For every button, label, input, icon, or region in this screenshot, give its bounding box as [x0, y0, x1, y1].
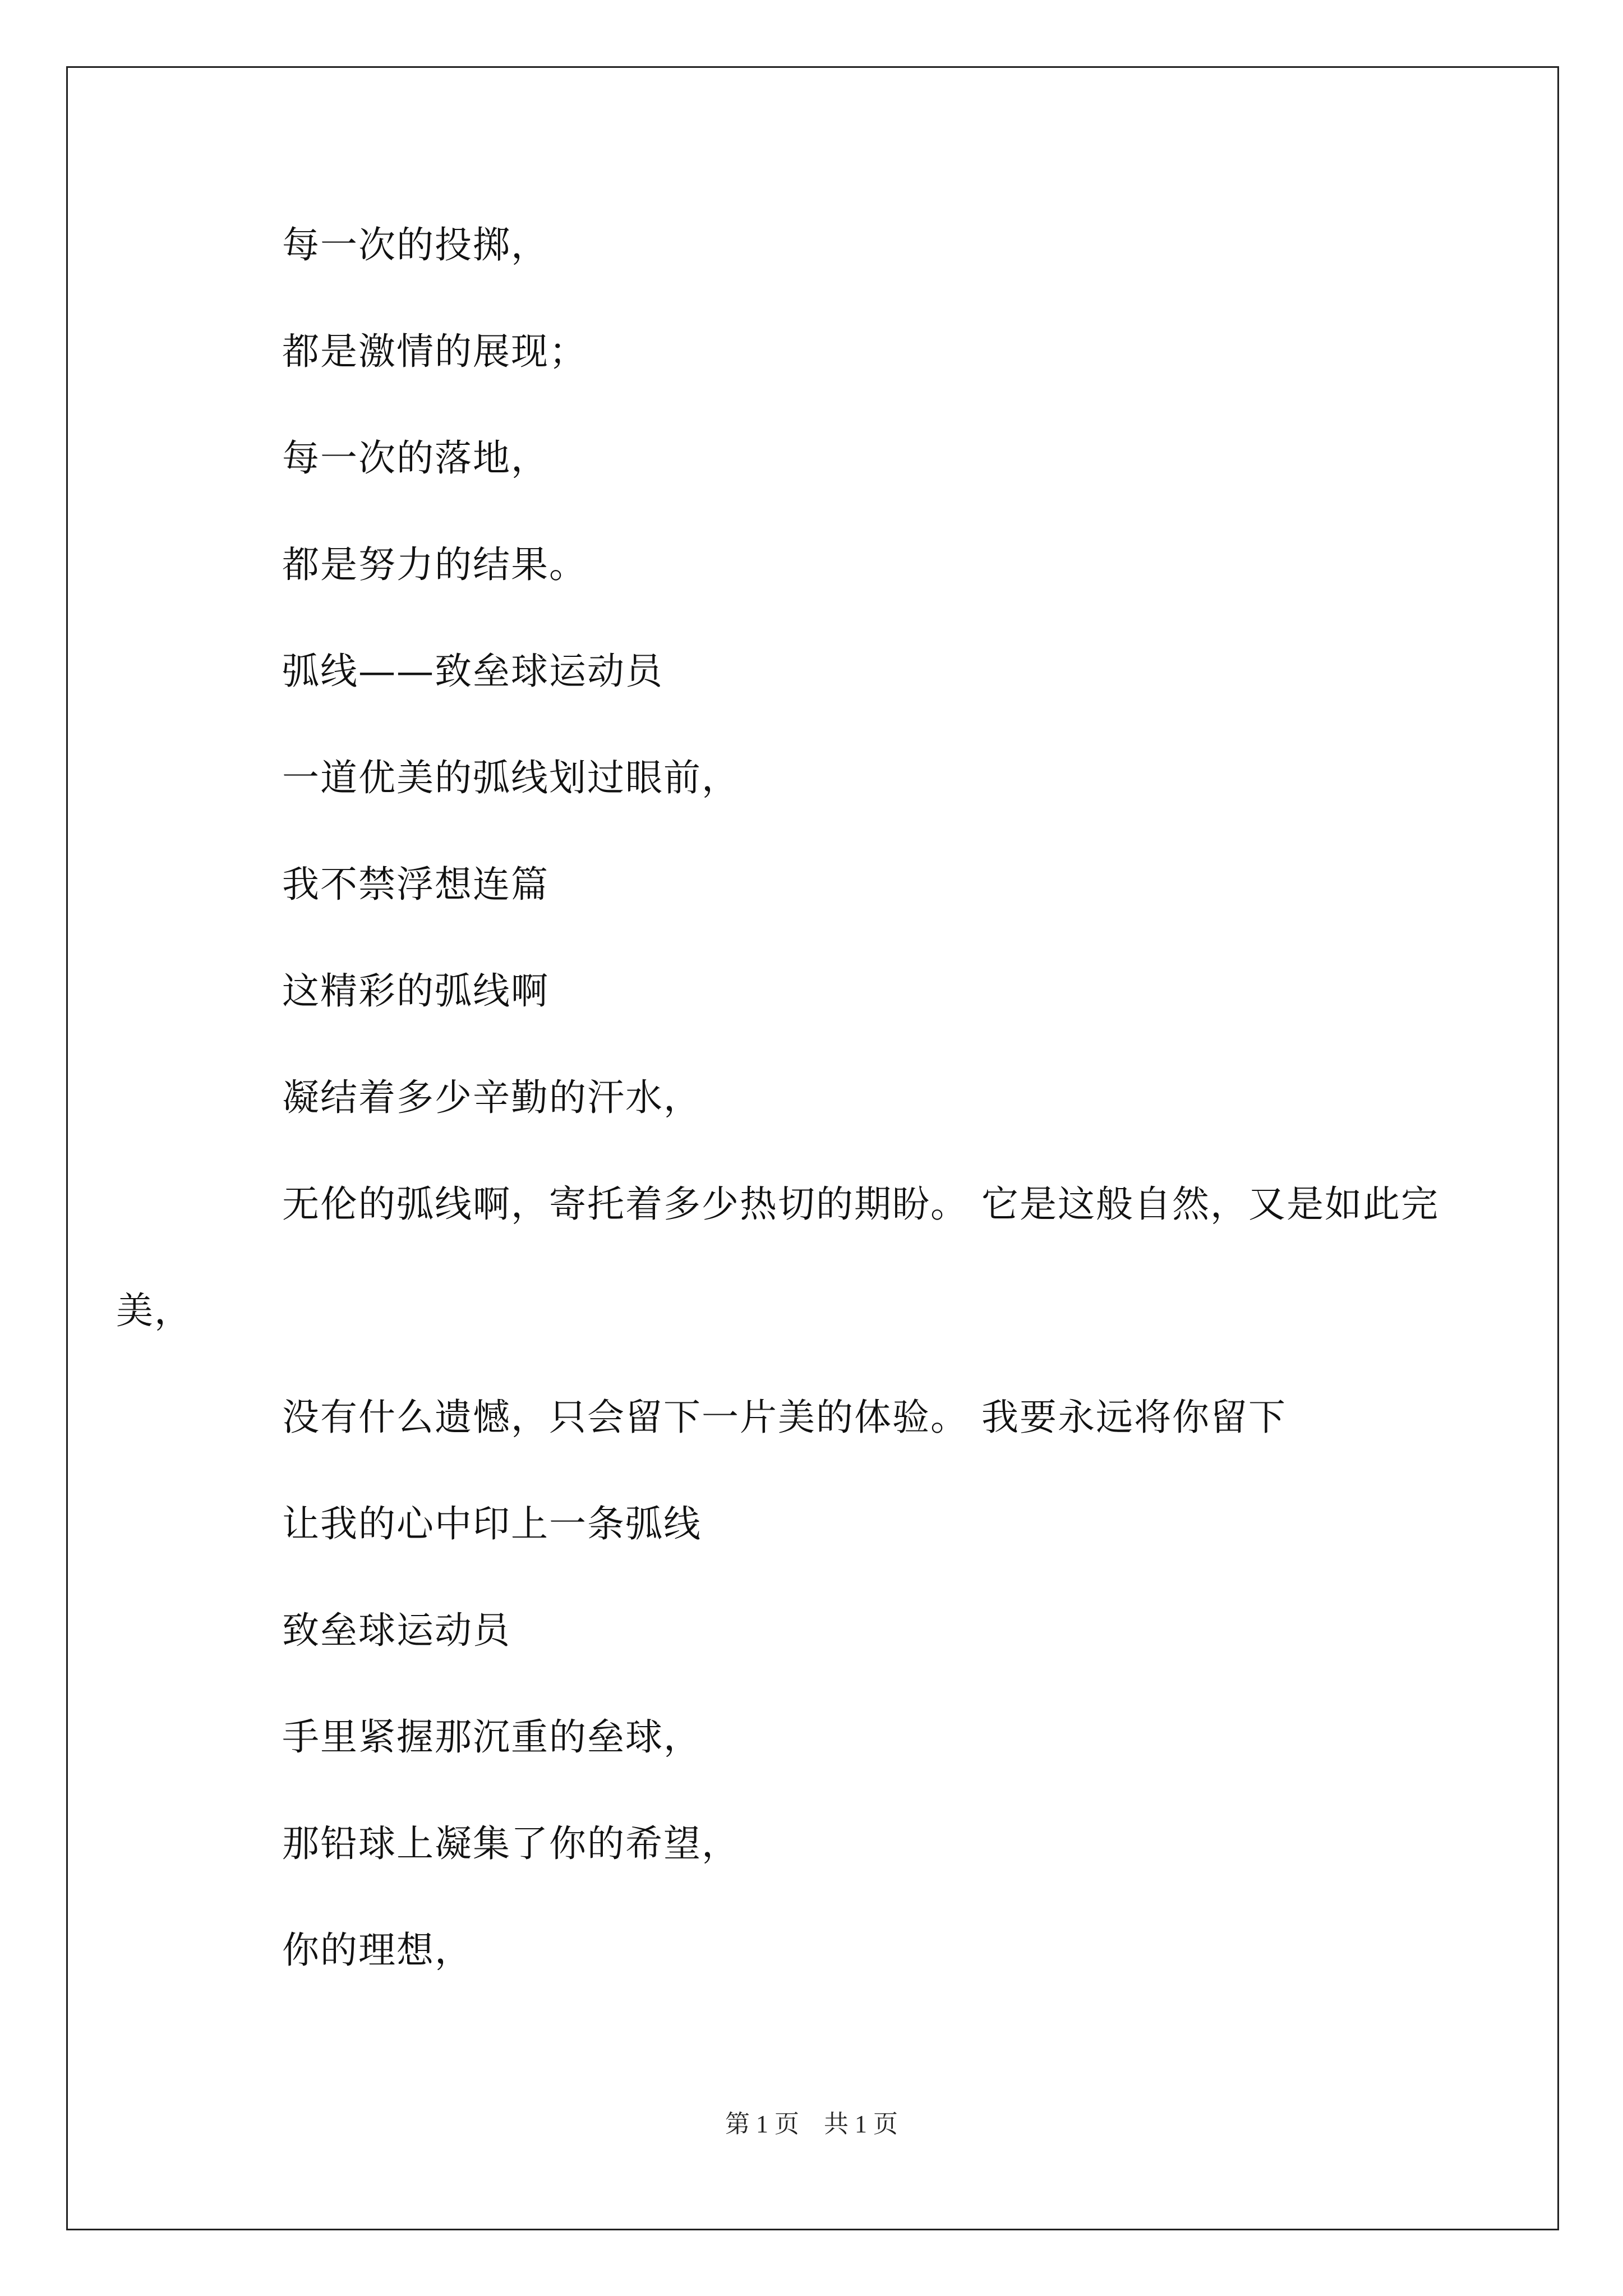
paragraph: 每一次的落地，: [282, 436, 549, 480]
paragraph: 我不禁浮想连篇: [282, 863, 549, 906]
paragraph: 无伦的弧线啊，寄托着多少热切的期盼。 它是这般自然，又是如此完美，: [116, 1182, 1439, 1332]
paragraph: 凝结着多少辛勤的汗水，: [282, 1076, 702, 1119]
paragraph: 那铅球上凝集了你的希望，: [282, 1822, 740, 1865]
document-body: [116, 219, 1444, 2031]
paragraph: 一道优美的弧线划过眼前，: [282, 756, 740, 799]
paragraph: 都是激情的展现；: [282, 330, 587, 373]
paragraph: 每一次的投掷，: [282, 223, 549, 266]
paragraph-heading: 弧线——致垒球运动员: [282, 650, 663, 693]
paragraph: 你的理想，: [282, 1929, 473, 1972]
paragraph: 这精彩的弧线啊: [282, 969, 549, 1013]
paragraph: 没有什么遗憾，只会留下一片美的体验。 我要永远将你留下: [282, 1396, 1287, 1439]
page-number-footer: 第 1 页 共 1 页: [725, 2110, 898, 2138]
paragraph: 都是努力的结果。: [282, 543, 587, 586]
paragraph-heading: 致垒球运动员: [282, 1609, 511, 1652]
paragraph: 让我的心中印上一条弧线: [282, 1502, 702, 1545]
paragraph: 手里紧握那沉重的垒球，: [282, 1715, 702, 1759]
